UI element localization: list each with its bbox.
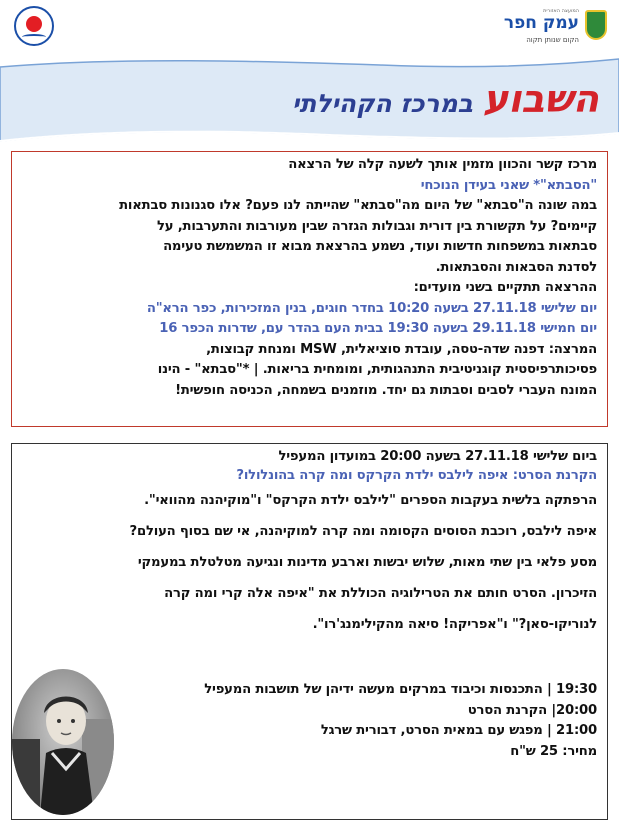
girl-illustration bbox=[12, 669, 114, 815]
logo-name: עמק חפר bbox=[503, 13, 579, 33]
lecture-line: קיימים? על תקשורת בין דורית וגבולות הגזרה שבין מעורבות והתערבות, על bbox=[157, 218, 597, 234]
lecture-line: מרכז קשר והכוון מזמין אותך לשעה קלה של הרצאה bbox=[288, 157, 597, 172]
lecture-line: המרצה: דפנה שדה-טסה, עובדת סוציאלית, MSW ומנחת קבוצות, bbox=[206, 341, 597, 357]
banner-title bbox=[292, 77, 599, 121]
wave-icon bbox=[22, 34, 46, 40]
title-banner bbox=[0, 55, 619, 147]
vintage-girl-photo bbox=[12, 669, 114, 815]
banner-title-big: השבוע bbox=[482, 77, 599, 121]
lecture-line: המונח העברי לסבים וסבתות גם יחד. מוזמנים בשמחה, הכניסה חופשית! bbox=[175, 382, 597, 398]
lecture-line: פסיכותרפיסטית קוגניטיבית התנהגותית, ומומחית בריאות. | *"סבתא" - הינו bbox=[157, 362, 597, 377]
lecture-line: לסדנת הסבאות והסבתאות. bbox=[435, 259, 597, 275]
lecture-title: "הסבתא"* שאני בעידן הנוכחי bbox=[420, 177, 597, 193]
film-title: הקרנת הסרט: איפה לילבס ילדת הקרקס ומה קרה בהונלולו? bbox=[236, 468, 597, 483]
lecture-date-2: יום חמישי 29.11.18 בשעה 19:30 בבית העם בהדר עם, שדרות הכפר 16 bbox=[159, 321, 597, 336]
header bbox=[0, 0, 619, 58]
film-line: איפה לילבס, רוכבת הסוסים הקסומה ומה קרה למוקיהנה, אי שם בסוף העולם? bbox=[129, 524, 597, 539]
price: מחיר: 25 ש"ח bbox=[510, 743, 597, 759]
film-line: לנוריקו-סאן?" ו"אפריקה! סיאה מהקילימנג'רו". bbox=[312, 617, 597, 632]
shield-icon bbox=[585, 10, 607, 40]
lecture-announcement bbox=[11, 151, 608, 427]
film-line: ביום שלישי 27.11.18 בשעה 20:00 במועדון המעפיל bbox=[278, 449, 597, 464]
lecture-line: במה שונה ה"סבתא" של היום מה"סבתא" שהייתה לנו פעם? אלו סגנונות סבתאות bbox=[119, 198, 597, 213]
logo-tagline: הקום שנותן תקוה bbox=[526, 36, 579, 44]
schedule-item: 20:00| הקרנת הסרט bbox=[467, 702, 597, 718]
banner-title-small: במרכז הקהילתי bbox=[291, 89, 473, 118]
lecture-line: סבתאות במשפחות חדשות ועוד, נשמע בהרצאת מבוא זו המשמשת טעימה bbox=[163, 239, 597, 254]
regional-council-logo bbox=[501, 8, 607, 48]
film-line: הרפתקה בלשית בעקבות הספרים "לילבס ילדת הקרקס" ו"מוקיהנה מהוואי". bbox=[144, 493, 597, 508]
lecture-date-1: יום שלישי 27.11.18 בשעה 10:20 בחדר חוגים, בנין המזכירות, כפר הרא"ה bbox=[146, 300, 597, 316]
film-line: הזיכרון. הסרט חותם את הטרילוגיה הכוללת את "איפה אלה קרי ומה קרה bbox=[164, 586, 597, 601]
community-center-logo bbox=[14, 6, 54, 46]
sun-icon bbox=[26, 16, 42, 32]
schedule bbox=[204, 680, 597, 762]
lecture-line: ההרצאה תתקיים בשני מועדים: bbox=[413, 280, 597, 295]
film-line: מסע פלאי בין שתי מאות, שלוש יבשות וארבע מדינות ונגיעה מטלטלת במעמקי bbox=[137, 555, 597, 570]
schedule-item: 21:00 | מפגש עם במאית הסרט, דבורית שרגל bbox=[320, 723, 597, 738]
schedule-item: 19:30 | התכנסות וכיבוד במרקים מעשה ידיהן של תושבות המעפיל bbox=[204, 682, 597, 697]
logo-top-text: המועצה האזורית bbox=[543, 8, 579, 14]
